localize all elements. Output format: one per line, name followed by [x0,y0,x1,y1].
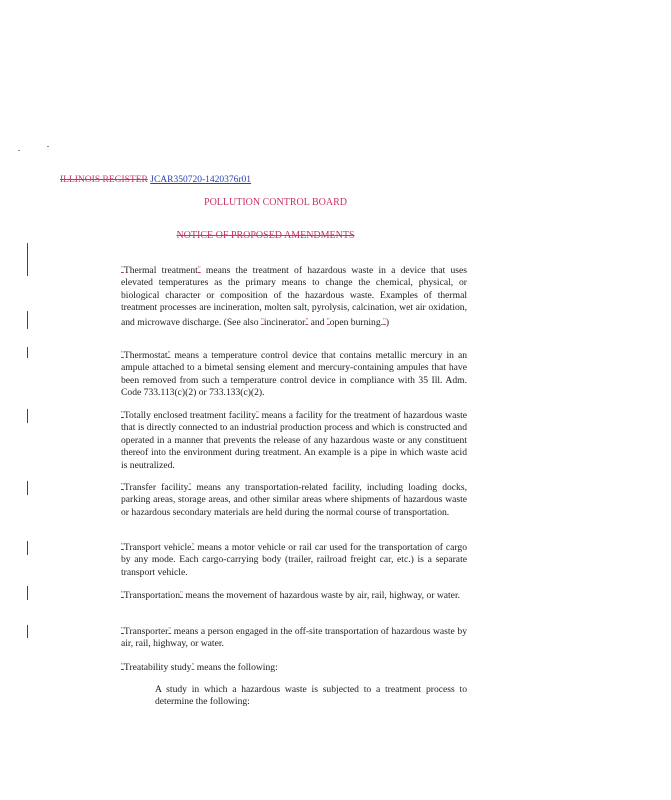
register-header [60,175,251,185]
change-bar [27,347,28,358]
definition-transporter: "Transporter" means a person engaged in the off-site transportation of hazardous waste by air, rail, highway, or water. [121,626,467,650]
definition-treatability-study: "Treatability study" means the following: [121,662,278,673]
change-bar [27,409,28,423]
definition-transportation: "Transportation" means the movement of hazardous waste by air, rail, highway, or water. [121,590,461,601]
definition-thermostat: "Thermostat" means a temperature control device that contains metallic mercury in an ampule attached to a bimetal sensing element and mercury-containing ampules that have been removed from such a temperature control device in compliance with 35 Ill. Adm. Code 733.113(c)(2) or 733.133(c)(2). [121,350,467,399]
term: Thermostat [123,350,168,361]
header-struck-text: ILLINOIS REGISTER [60,175,148,185]
notice-title: NOTICE OF PROPOSED AMENDMENTS [176,230,355,241]
term: Thermal treatment [123,265,198,276]
definition-transfer-facility: "Transfer facility" means any transportation-related facility, including loading docks, parking areas, storage areas, and other similar areas where shipments of hazardous waste or hazardous secondary materials are held during the normal course of transportation. [121,482,467,518]
change-bar [27,541,28,555]
term: Transfer facility [123,482,189,493]
change-bar [27,586,28,600]
change-bar [27,243,28,276]
term: Transportation [123,590,181,601]
term: Transporter [123,626,169,637]
term: Totally enclosed treatment facility [123,410,256,421]
scan-speck [18,150,20,151]
term: Transport vehicle [123,542,192,553]
change-bar [27,311,28,329]
change-bar [27,625,28,638]
treatability-study-subparagraph: A study in which a hazardous waste is subjected to a treatment process to determine the following: [155,684,467,708]
board-title: POLLUTION CONTROL BOARD [204,197,347,208]
definition-totally-enclosed-treatment-facility: "Totally enclosed treatment facility" means a facility for the treatment of hazardous waste that is directly connected to an industrial production process and which is constructed and operated in a manner that prevents the release of any hazardous waste or any constituent thereof into the environment during treatment. An example is a pipe in which waste acid is neutralized. [121,410,468,471]
change-bar [27,481,28,495]
definition-thermal-treatment: "Thermal treatment" means the treatment of hazardous waste in a device that uses elevated temperatures as the primary means to change the chemical, physical, or biological character or composition of the hazardous waste. Examples of thermal treatment processes are incineration, molten salt, pyrolysis, calcination, wet air oxidation, and microwave discharge. (See also "incinerator" and "open burning.") [121,265,468,328]
definition-transport-vehicle: "Transport vehicle" means a motor vehicle or rail car used for the transportation of cargo by any mode. Each cargo-carrying body (trailer, railroad freight car, etc.) is a separate transport vehicle. [121,542,467,578]
scan-speck [47,146,49,147]
header-inserted-text: JCAR350720-1420376r01 [150,175,252,185]
term: Treatability study [123,662,192,673]
